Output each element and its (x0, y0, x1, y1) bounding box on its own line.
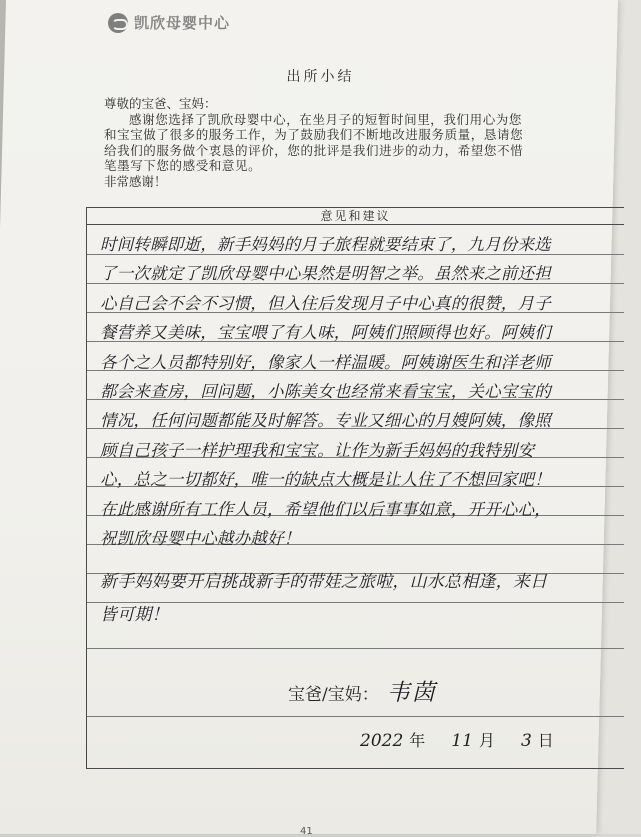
date-day-unit: 日 (537, 731, 554, 750)
intro-body: 感谢您选择了凯欣母婴中心，在坐月子的短暂时间里，我们用心为您和宝宝做了很多的服务工作，为了鼓励我们不断地改进服务质量，恳请您给我们的服务做个衷恳的评价，您的批评是我们进步的动力，希望您不惜笔墨写下您的感受和意见。 (104, 111, 524, 173)
ruled-line (87, 716, 624, 717)
feedback-paragraph-2: 新手妈妈要开启挑战新手的带娃之旅啦，山水总相逢，来日皆可期！ (100, 572, 548, 626)
feedback-paragraph-1: 时间转瞬即逝，新手妈妈的月子旅程就要结束了，九月份来选了一次就定了凯欣母婴中心果然是明智之举。虽然来之前还担心自己会不会不习惯，但入住后发现月子中心真的很赞，月子餐营养又美味，宝宝喂了有人味，阿姨们照顾得也好。阿姨们各个之人员都特别好，像家人一样温暖。阿姨谢医生和洋老师都会来查房，回问题，小陈美女也经常来看宝宝，关心宝宝的情况，任何问题都能及时解答。专业又细心的月嫂阿姨，像照顾自己孩子一样护理我和宝宝。让作为新手妈妈的我特别安心，总之一切都好，唯一的缺点大概是让人住了不想回家吧！在此感谢所有工作人员，希望他们以后事事如意，开开心心，祝凯欣母婴中心越办越好！ (100, 235, 551, 549)
signature-row (288, 674, 437, 707)
date-year-unit: 年 (409, 731, 426, 750)
date-day: 3 (520, 731, 532, 751)
document-title: 出所小结 (286, 69, 355, 85)
feedback-heading: 意见和建议 (87, 208, 624, 225)
intro-text (104, 96, 534, 189)
salutation: 尊敬的宝爸、宝妈： (104, 96, 217, 111)
logo-text: 凯欣母婴中心 (134, 14, 231, 32)
date-month-unit: 月 (478, 731, 495, 750)
date-month: 11 (451, 731, 473, 751)
intro-closing: 非常感谢！ (104, 173, 167, 189)
ruled-line (87, 648, 624, 649)
date-row (360, 728, 554, 751)
page-number: 41 (300, 826, 313, 837)
logo-icon (108, 13, 128, 33)
handwritten-feedback (100, 230, 555, 632)
date-year: 2022 (360, 731, 404, 751)
signature-name: 韦茵 (386, 680, 437, 706)
signature-label: 宝爸/宝妈： (288, 685, 379, 705)
logo (108, 12, 230, 33)
